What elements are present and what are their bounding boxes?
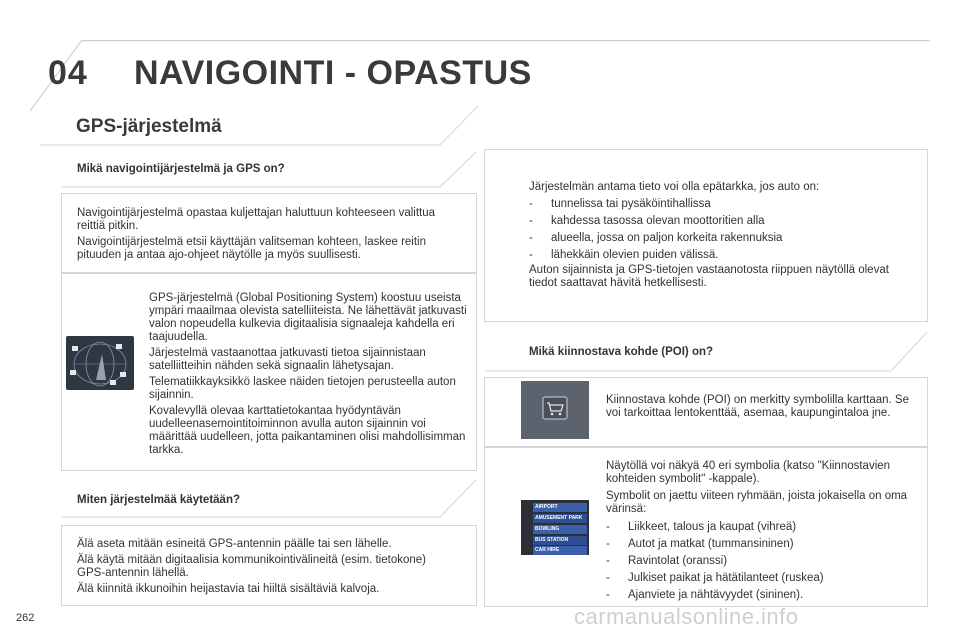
q2-paragraph: Älä kiinnitä ikkunoihin heijastavia tai hiiltä sisältäviä kalvoja. <box>77 583 380 595</box>
watermark: carmanualsonline.info <box>574 604 799 629</box>
poi-menu-screenshot <box>521 500 589 555</box>
chapter-title: NAVIGOINTI - OPASTUS <box>134 54 532 92</box>
accuracy-item: - alueella, jossa on paljon korkeita rakennuksia <box>529 232 783 244</box>
chapter-number: 04 <box>48 54 88 92</box>
q2-paragraph: Älä käytä mitään digitaalisia kommunikointivälineitä (esim. tietokone) GPS-antennin lähellä. <box>77 554 426 579</box>
q2-paragraph: Älä aseta mitään esineitä GPS-antennin päälle tai sen lähelle. <box>77 538 392 550</box>
menu-row: BUS STATION <box>533 536 587 545</box>
accuracy-item: - lähekkäin olevien puiden välissä. <box>529 249 719 261</box>
q2-heading: Miten järjestelmää käytetään? <box>77 494 240 506</box>
gps-paragraph: Järjestelmä vastaanottaa jatkuvasti tietoa sijainnistaan satelliitteihin nähden sekä signaalin lähetysajan. <box>149 347 426 372</box>
menu-row: AIRPORT <box>533 503 587 512</box>
accuracy-outro: Auton sijainnista ja GPS-tietojen vastaanotosta riippuen näytöllä olevat tiedot saattavat hävitä hetkellisesti. <box>529 264 889 289</box>
poi-paragraph: Symbolit on jaettu viiteen ryhmään, joista jokaisella on oma värinsä: <box>606 490 908 515</box>
poi-paragraph: Näytöllä voi näkyä 40 eri symbolia (katso "Kiinnostavien kohteiden symbolit" -kappale). <box>606 460 891 485</box>
accuracy-item: - kahdessa tasossa olevan moottoritien alla <box>529 215 765 227</box>
page-number: 262 <box>16 612 35 624</box>
poi-group-item: - Liikkeet, talous ja kaupat (vihreä) <box>606 521 797 533</box>
poi-group-item: - Julkiset paikat ja hätätilanteet (ruskea) <box>606 572 824 584</box>
accuracy-text <box>529 181 909 293</box>
q1-paragraph: Navigointijärjestelmä etsii käyttäjän valitseman kohteen, laskee reitin pituuden ja antaa ajo-ohjeet näytölle ja myös suullisesti. <box>77 236 427 261</box>
accuracy-intro: Järjestelmän antama tieto voi olla epätarkka, jos auto on: <box>529 181 820 193</box>
q2-text <box>77 538 457 599</box>
poi-group-item: - Ajanviete ja nähtävyydet (sininen). <box>606 589 804 601</box>
poi-group-item: - Autot ja matkat (tummansininen) <box>606 538 794 550</box>
menu-row: AMUSEMENT PARK <box>533 514 587 523</box>
menu-row: CAR HIRE <box>533 546 587 555</box>
q1-text <box>77 207 449 265</box>
section-title: GPS-järjestelmä <box>76 116 222 137</box>
poi-groups-text <box>606 460 918 602</box>
gps-paragraph: Telematiikkayksikkö laskee näiden tietojen perusteella auton sijainnin. <box>149 376 456 401</box>
poi-shopping-cart-icon <box>521 381 589 439</box>
poi-description: Kiinnostava kohde (POI) on merkitty symbolilla karttaan. Se voi tarkoittaa lentokenttää, asemaa, kaupungintaloa jne. <box>606 394 909 419</box>
gps-info-text <box>149 292 467 460</box>
menu-row: BOWLING <box>533 525 587 534</box>
gps-paragraph: GPS-järjestelmä (Global Positioning System) koostuu useista ympäri maailmaa olevista satelliiteista. Ne lähettävät jatkuvasti valon nopeudella kulkevia digitaalisia signaaleja kahdella eri taajuudella. <box>149 292 467 343</box>
q1-paragraph: Navigointijärjestelmä opastaa kuljettajan haluttuun kohteeseen valittua reittiä pitkin. <box>77 207 436 232</box>
poi-heading: Mikä kiinnostava kohde (POI) on? <box>529 346 714 358</box>
accuracy-item: - tunnelissa tai pysäköintihallissa <box>529 198 711 210</box>
poi-group-item: - Ravintolat (oranssi) <box>606 555 728 567</box>
gps-satellite-illustration <box>66 336 134 390</box>
gps-paragraph: Kovalevyllä olevaa karttatietokantaa hyödyntävän uudelleenasemointitoiminnon avulla auton sijainnin voi määrittää uudelleen, jotta paikantaminen olisi mahdollisimman tarkka. <box>149 405 466 456</box>
q1-heading: Mikä navigointijärjestelmä ja GPS on? <box>77 163 285 175</box>
